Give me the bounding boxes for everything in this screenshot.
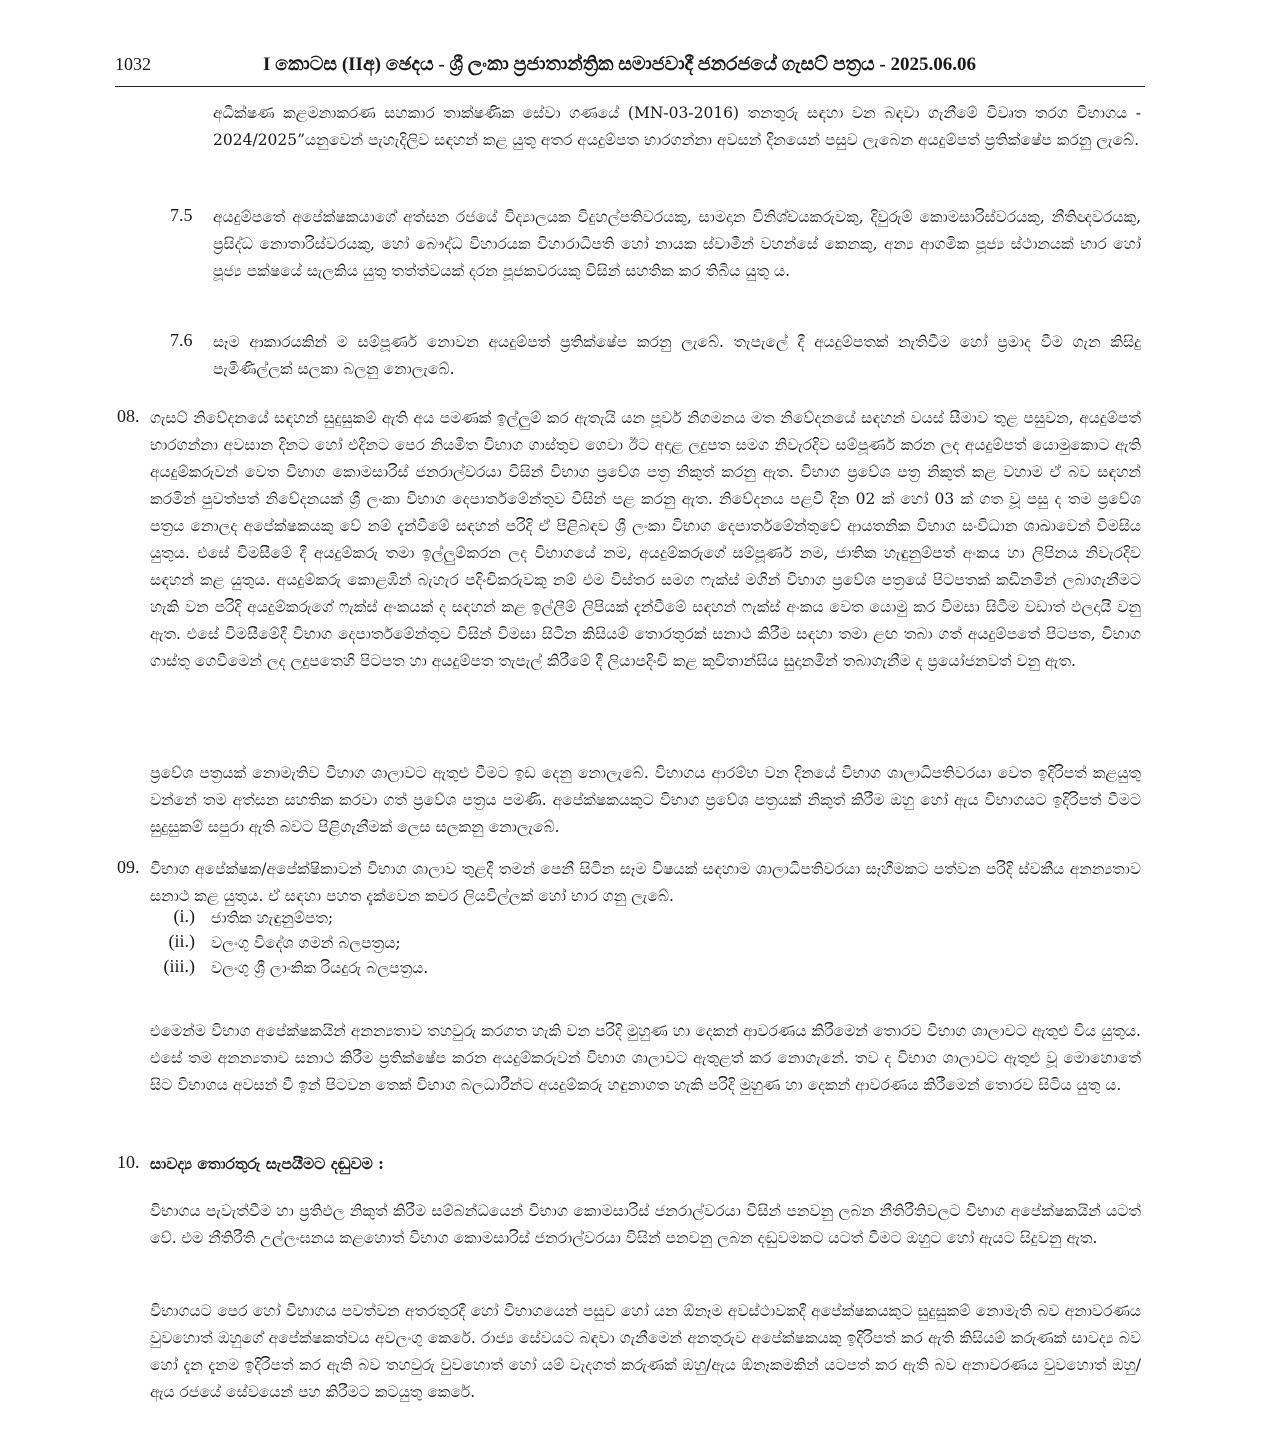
section-10-paragraph-2: විභාගයට පෙර හෝ විභාගය පවත්වන අතරතුරදී හෝ විභාගයෙන් පසුව හෝ යන ඕනෑම අවස්ථාවකදී අපේක්ෂකයකුට සුදුසුකම් නොමැති බව අනාවරණය වුවහොත් ඔහුගේ අපේක්ෂකත්වය අවලංගු කෙරේ. රාජ්‍ය සේවයට බඳවා ගැනීමෙන් අනතුරුව අපේක්ෂකයකු ඉදිරිපත් කර ඇති කිසියම් කරුණක් සාවද්‍ය බව හෝ දැන දැනම ඉදිරිපත් කර ඇති බව තහවුරු වුවහොත් හෝ යම් වැදගත් කරුණක් ඔහු/ඇය ඕනෑකමකින් යටපත් කර ඇති බව අනාවරණය වුවහොත් ඔහු/ඇය රජයේ සේවයෙන් පහ කිරීමට කටයුතු කෙරේ. bbox=[150, 1302, 1141, 1401]
section-09-paragraph-2: එමෙන්ම විභාග අපේක්ෂකයින් අනන්‍යතාව තහවුරු කරගත හැකි වන පරිදි මුහුණ හා දෙකන් ආවරණය කිරීමෙන් තොරව විභාග ශාලාවට ඇතුළු විය යුතුය. එසේ තම අනන්‍යතාව සනාථ කිරීම ප්‍රතික්ෂේප කරන අයදුම්කරුවන් විභාග ශාලාවට ඇතුළත් කර නොගැනේ. තව ද විභාග ශාලාවට ඇතුළු වූ මොහොතේ සිට විභාගය අවසන් වී ඉන් පිටවන තෙක් විභාග බලධාරීන්ට අයදුම්කරු හඳුනාගත හැකි පරිදි මුහුණ හා දෙකන් ආවරණය කිරීමෙන් තොරව සිටිය යුතු ය. bbox=[150, 1022, 1141, 1094]
section-7-6-number: 7.6 bbox=[170, 330, 193, 350]
section-08-number: 08. bbox=[117, 406, 140, 426]
section-7-5-text: අයදුම්පතේ අපේක්ෂකයාගේ අත්සන රජයේ විද්‍යාලයක විදුහල්පතිවරයකු, සාමදාන විනිශ්චයකරුවකු, දිවුරුම් කොමසාරිස්වරයකු, නීතිඥවරයකු, ප්‍රසිද්ධ නොතාරිස්වරයකු, හෝ බෞද්ධ විහාරයක විහාරාධිපති හෝ නායක ස්වාමීන් වහන්සේ කෙනකු, අන්‍ය ආගමික පූජ්‍ය ස්ථානයක් භාර හෝ පූජ්‍ය පක්ෂයේ සැලකිය යුතු තත්ත්වයක් දරන පූජකවරයකු විසින් සහතික කර තිබිය යුතු ය. bbox=[213, 208, 1141, 280]
section-09-paragraph-1: විභාග අපේක්ෂක/අපේක්ෂිකාවන් විභාග ශාලාව තුළදී තමන් පෙනී සිටින සෑම විෂයක් සඳහාම ශාලාධිපතිවරයා සෑහීමකට පත්වන පරිදි ස්වකීය අනන්‍යතාව සනාථ කළ යුතුය. ඒ සඳහා පහත දැක්වෙන කවර ලියවිල්ලක් හෝ භාර ගනු ලැබේ. bbox=[150, 860, 1141, 905]
id-list-item-1-number: (i.) bbox=[173, 906, 195, 926]
section-10-title: සාවද්‍ය තොරතුරු සැපයීමට දඬුවම : bbox=[150, 1154, 384, 1173]
id-list-item-3-number: (iii.) bbox=[163, 956, 195, 976]
intro-paragraph: අධීක්ෂණ කළමනාකරණ සහකාර තාක්ෂණික සේවා ගණයේ (MN-03-2016) තනතුරු සඳහා වන බඳවා ගැනීමේ විවෘත තරග විභාගය - 2024/2025”යනුවෙන් පැහැදිලිව සඳහන් කළ යුතු අතර අයදුම්පත භාරගන්නා අවසන් දිනයෙන් පසුව ලැබෙන අයදුම්පත් ප්‍රතික්ෂේප කරනු ලැබේ. bbox=[213, 104, 1141, 149]
section-09-number: 09. bbox=[117, 857, 140, 877]
id-list-item-1-text: ජාතික හැඳුනුම්පත; bbox=[211, 909, 334, 927]
section-10-number: 10. bbox=[117, 1152, 140, 1172]
section-7-6-text: සෑම ආකාරයකින් ම සම්පූර්ණ නොවන අයදුම්පත් ප්‍රතික්ෂේප කරනු ලැබේ. තැපැලේ දී අයදුම්පතක් නැතිවීම හෝ ප්‍රමාද වීම ගැන කිසිදු පැමිණිල්ලක් සලකා බලනු නොලැබේ. bbox=[213, 333, 1141, 378]
id-list-item-2-number: (ii.) bbox=[168, 931, 195, 951]
page-number: 1032 bbox=[115, 54, 151, 74]
id-list-item-3-text: වලංගු ශ්‍රී ලාංකික රියදුරු බලපත්‍රය. bbox=[211, 959, 429, 977]
page-header bbox=[115, 54, 1145, 87]
section-7-5-number: 7.5 bbox=[170, 205, 193, 225]
section-08-paragraph-1: ගැසට් නිවේදනයේ සඳහන් සුදුසුකම් ඇති අය පමණක් ඉල්ලුම් කර ඇතැයි යන පූර්ව නිගමනය මත නිවේදනයේ සඳහන් වයස් සීමාව තුළ පසුවන, අයදුම්පත් භාරගන්නා අවසාන දිනට හෝ එදිනට පෙර නියමිත විභාග ගාස්තුව ගෙවා ඊට අදාළ ලදුපත සමග නිවැරදිව සම්පූර්ණ කරන ලද අයදුම්පත් යොමුකොට ඇති අයදුම්කරුවන් වෙත විභාග කොමසාරිස් ජනරාල්වරයා විසින් විභාග ප්‍රවේශ පත්‍ර නිකුත් කරනු ඇත. විභාග ප්‍රවේශ පත්‍ර නිකුත් කළ වහාම ඒ බව සඳහන් කරමින් පුවත්පත් නිවේදනයක් ශ්‍රී ලංකා විභාග දෙපාර්තමේන්තුව විසින් පළ කරනු ඇත. නිවේදනය පළවී දින 02 ක් හෝ 03 ක් ගත වූ පසු ද තම ප්‍රවේශ පත්‍රය නොලද අපේක්ෂකයකු වේ නම් දැන්වීමේ සඳහන් පරිදි ඒ පිළිබඳව ශ්‍රී ලංකා විභාග දෙපාර්තමේන්තුවේ ආයතනික විභාග සංවිධාන ශාඛාවෙන් විමසිය යුතුය. එසේ විමසීමේ දී අයදුම්කරු තමා ඉල්ලුම්කරන ලද විභාගයේ නම, අයදුම්කරුගේ සම්පූර්ණ නම, ජාතික හැඳුනුම්පත් අංකය හා ලිපිනය නිවැරදිව සඳහන් කළ යුතුය. අයදුම්කරු කොළඹින් බැහැර පදිංචිකරුවකු නම් එම විස්තර සමග ෆැක්ස් මගින් විභාග ප්‍රවේශ පත්‍රයේ පිටපතක් කඩිනමින් ලබාගැනීමට හැකි වන පරිදි අයදුම්කරුගේ ෆැක්ස් අංකයක් ද සඳහන් කළ ඉල්ලීම් ලිපියක් දැන්වීමේ සඳහන් ෆැක්ස් අංකය වෙත යොමු කර විමසා සිටීම වඩාත් ඵලදායී වනු ඇත. එසේ විමසීමේදී විභාග දෙපාර්තමේන්තුව විසින් විමසා සිටින කිසියම් තොරතුරක් සනාථ කිරීම සඳහා තමා ළඟ තබා ගත් අයදුම්පතේ පිටපත, විභාග ගාස්තු ගෙවීමෙන් ලද ලදුපතෙහි පිටපත හා අයදුම්පත තැපැල් කිරීමේ දී ලියාපදිංචි කළ කුවිතාන්සිය සුදානමින් තබාගැනීම ද ප්‍රයෝජනවත් වනු ඇත. bbox=[150, 409, 1141, 670]
section-08-paragraph-2: ප්‍රවේශ පත්‍රයක් නොමැතිව විභාග ශාලාවට ඇතුළු වීමට ඉඩ දෙනු නොලැබේ. විභාගය ආරම්භ වන දිනයේ විභාග ශාලාධිපතිවරයා වෙත ඉදිරිපත් කළයුතු වන්නේ තම අත්සන සහතික කරවා ගත් ප්‍රවේශ පත්‍රය පමණි. අපේක්ෂකයකුට විභාග ප්‍රවේශ පත්‍රයක් නිකුත් කිරීම ඔහු හෝ ඇය විභාගයට ඉදිරිපත් වීමට සුදුසුකම් සපුරා ඇති බවට පිළිගැනීමක් ලෙස සලකනු නොලැබේ. bbox=[150, 764, 1141, 836]
gazette-title: I කොටස (IIඅ) ඡෙදය - ශ්‍රී ලංකා ප්‍රජාතාන්ත්‍රික සමාජවාදී ජනරජයේ ගැසට් පත්‍රය - 2025.06.06 bbox=[263, 54, 976, 75]
section-10-paragraph-1: විභාගය පැවැත්වීම හා ප්‍රතිඵල නිකුත් කිරීම සම්බන්ධයෙන් විභාග කොමසාරිස් ජනරාල්වරයා විසින් පනවනු ලබන නීතිරීතිවලට විභාග අපේක්ෂකයින් යටත් වේ. එම නීතිරීති උල්ලංඝනය කළහොත් විභාග කොමසාරිස් ජනරාල්වරයා විසින් පනවනු ලබන දඬුවමකට යටත් වීමට ඔහුට හෝ ඇයට සිදුවනු ඇත. bbox=[150, 1202, 1141, 1247]
id-list-item-2-text: වලංගු විදේශ ගමන් බලපත්‍රය; bbox=[211, 934, 401, 952]
